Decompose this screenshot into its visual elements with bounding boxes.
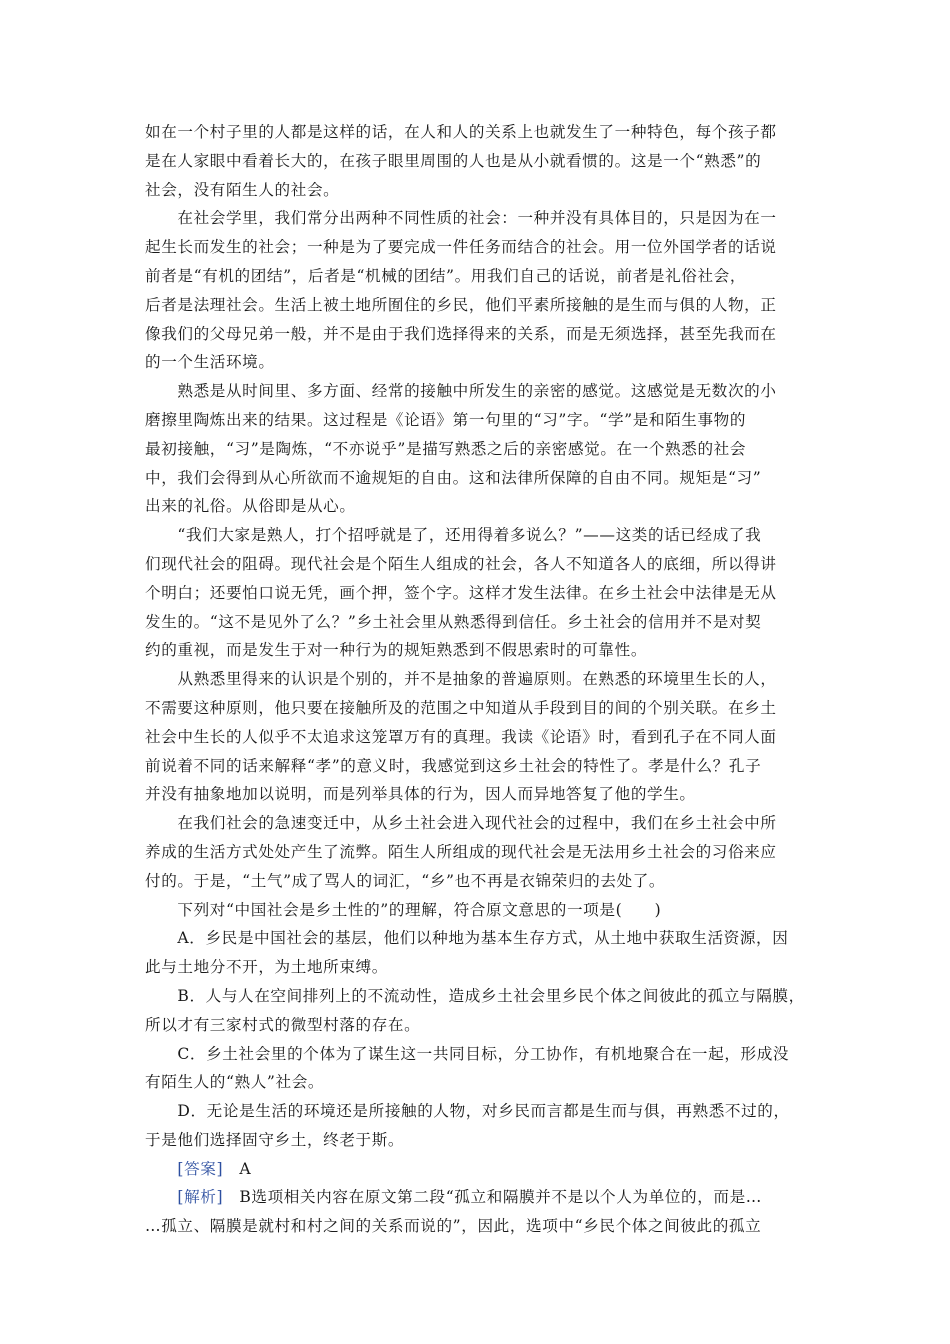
analysis-line: …孤立、隔膜是就村和村之间的关系而说的”，因此，选项中“乡民个体之间彼此的孤立 (145, 1217, 762, 1236)
paragraph (145, 204, 813, 377)
text-line: C．乡土社会里的个体为了谋生这一共同目标，分工协作，有机地聚合在一起，形成没 (145, 1044, 790, 1063)
text-line: 后者是法理社会。生活上被土地所囿住的乡民，他们平素所接触的是生而与俱的人物，正 (145, 295, 777, 314)
text-line: 像我们的父母兄弟一般，并不是由于我们选择得来的关系，而是无须选择，甚至先我而在 (145, 324, 777, 343)
analysis-indent (145, 1188, 177, 1206)
text-line: 不需要这种原则，他只要在接触所及的范围之中知道从手段到目的间的个别关联。在乡土 (145, 698, 777, 717)
text-line: A．乡民是中国社会的基层，他们以种地为基本生存方式，从土地中获取生活资源，因 (145, 929, 789, 948)
text-line: 中，我们会得到从心所欲而不逾规矩的自由。这和法律所保障的自由不同。规矩是“习” (145, 468, 762, 487)
text-line: 们现代社会的阻碍。现代社会是个陌生人组成的社会，各人不知道各人的底细，所以得讲 (145, 554, 777, 573)
paragraph (145, 924, 813, 982)
text-line: 如在一个村子里的人都是这样的话，在人和人的关系上也就发生了一种特色，每个孩子都 (145, 123, 777, 141)
answer-tag: [答案] (177, 1159, 224, 1178)
paragraph (145, 896, 813, 925)
text-line: 发生的。“这不是见外了么？”乡土社会里从熟悉得到信任。乡土社会的信用并不是对契 (145, 612, 762, 631)
paragraph (145, 118, 813, 204)
answer-paragraph (145, 1155, 813, 1184)
text-line: 磨擦里陶炼出来的结果。这过程是《论语》第一句里的“习”字。“学”是和陌生事物的 (145, 410, 747, 429)
text-line: 此与土地分不开，为土地所束缚。 (145, 958, 388, 977)
text-line: 在社会学里，我们常分出两种不同性质的社会：一种并没有具体目的，只是因为在一 (145, 209, 777, 228)
paragraph (145, 665, 813, 809)
analysis-line (145, 1183, 813, 1212)
answer-value: A (223, 1159, 252, 1178)
text-line: 的一个生活环境。 (145, 353, 275, 372)
paragraph (145, 377, 813, 521)
text-line: 是在人家眼中看着长大的，在孩子眼里周围的人也是从小就看惯的。这是一个“熟悉”的 (145, 151, 762, 170)
text-line: 所以才有三家村式的微型村落的存在。 (145, 1015, 421, 1034)
text-line: 付的。于是，“土气”成了骂人的词汇，“乡”也不再是衣锦荣归的去处了。 (145, 871, 666, 890)
analysis-text: B选项相关内容在原文第二段“孤立和隔膜并不是以个人为单位的，而是… (223, 1188, 762, 1207)
text-line: 个明白；还要怕口说无凭，画个押，签个字。这样才发生法律。在乡土社会中法律是无从 (145, 583, 777, 602)
paragraph (145, 809, 813, 895)
text-line: 养成的生活方式处处产生了流弊。陌生人所组成的现代社会是无法用乡土社会的习俗来应 (145, 842, 777, 861)
text-line: 从熟悉里得来的认识是个别的，并不是抽象的普遍原则。在熟悉的环境里生长的人， (145, 670, 777, 689)
paragraph (145, 1040, 813, 1098)
text-line: 约的重视，而是发生于对一种行为的规矩熟悉到不假思索时的可靠性。 (145, 641, 648, 660)
answer-line (145, 1155, 813, 1184)
document-body (145, 118, 813, 1241)
paragraph (145, 521, 813, 665)
text-line: 熟悉是从时间里、多方面、经常的接触中所发生的亲密的感觉。这感觉是无数次的小 (145, 382, 777, 401)
text-line: 有陌生人的“熟人”社会。 (145, 1073, 325, 1092)
text-line: B．人与人在空间排列上的不流动性，造成乡土社会里乡民个体之间彼此的孤立与隔膜， (145, 986, 805, 1005)
text-line: 下列对“中国社会是乡土性的”的理解，符合原文意思的一项是( ) (145, 900, 662, 919)
text-line: 起生长而发生的社会；一种是为了要完成一件任务而结合的社会。用一位外国学者的话说 (145, 238, 777, 257)
answer-indent (145, 1160, 177, 1178)
paragraph-list (145, 118, 813, 1155)
text-line: 并没有抽象地加以说明，而是列举具体的行为，因人而异地答复了他的学生。 (145, 785, 696, 804)
text-line: D．无论是生活的环境还是所接触的人物，对乡民而言都是生而与俱，再熟悉不过的， (145, 1102, 790, 1121)
text-line: 社会，没有陌生人的社会。 (145, 180, 340, 199)
text-line: 在我们社会的急速变迁中，从乡土社会进入现代社会的过程中，我们在乡土社会中所 (145, 814, 777, 833)
text-line: 前说着不同的话来解释“孝”的意义时，我感觉到这乡土社会的特性了。孝是什么？孔子 (145, 756, 762, 775)
text-line: 最初接触，“习”是陶炼，“不亦说乎”是描写熟悉之后的亲密感觉。在一个熟悉的社会 (145, 439, 747, 458)
paragraph (145, 982, 813, 1040)
analysis-tag: [解析] (177, 1188, 224, 1207)
text-line: 社会中生长的人似乎不太追求这笼罩万有的真理。我读《论语》时，看到孔子在不同人面 (145, 727, 777, 746)
text-line: 出来的礼俗。从俗即是从心。 (145, 497, 356, 516)
analysis-paragraph (145, 1183, 813, 1241)
text-line: 于是他们选择固守乡土，终老于斯。 (145, 1130, 405, 1149)
text-line: “我们大家是熟人，打个招呼就是了，还用得着多说么？”——这类的话已经成了我 (145, 526, 762, 545)
paragraph (145, 1097, 813, 1155)
text-line: 前者是“有机的团结”，后者是“机械的团结”。用我们自己的话说，前者是礼俗社会， (145, 266, 747, 285)
